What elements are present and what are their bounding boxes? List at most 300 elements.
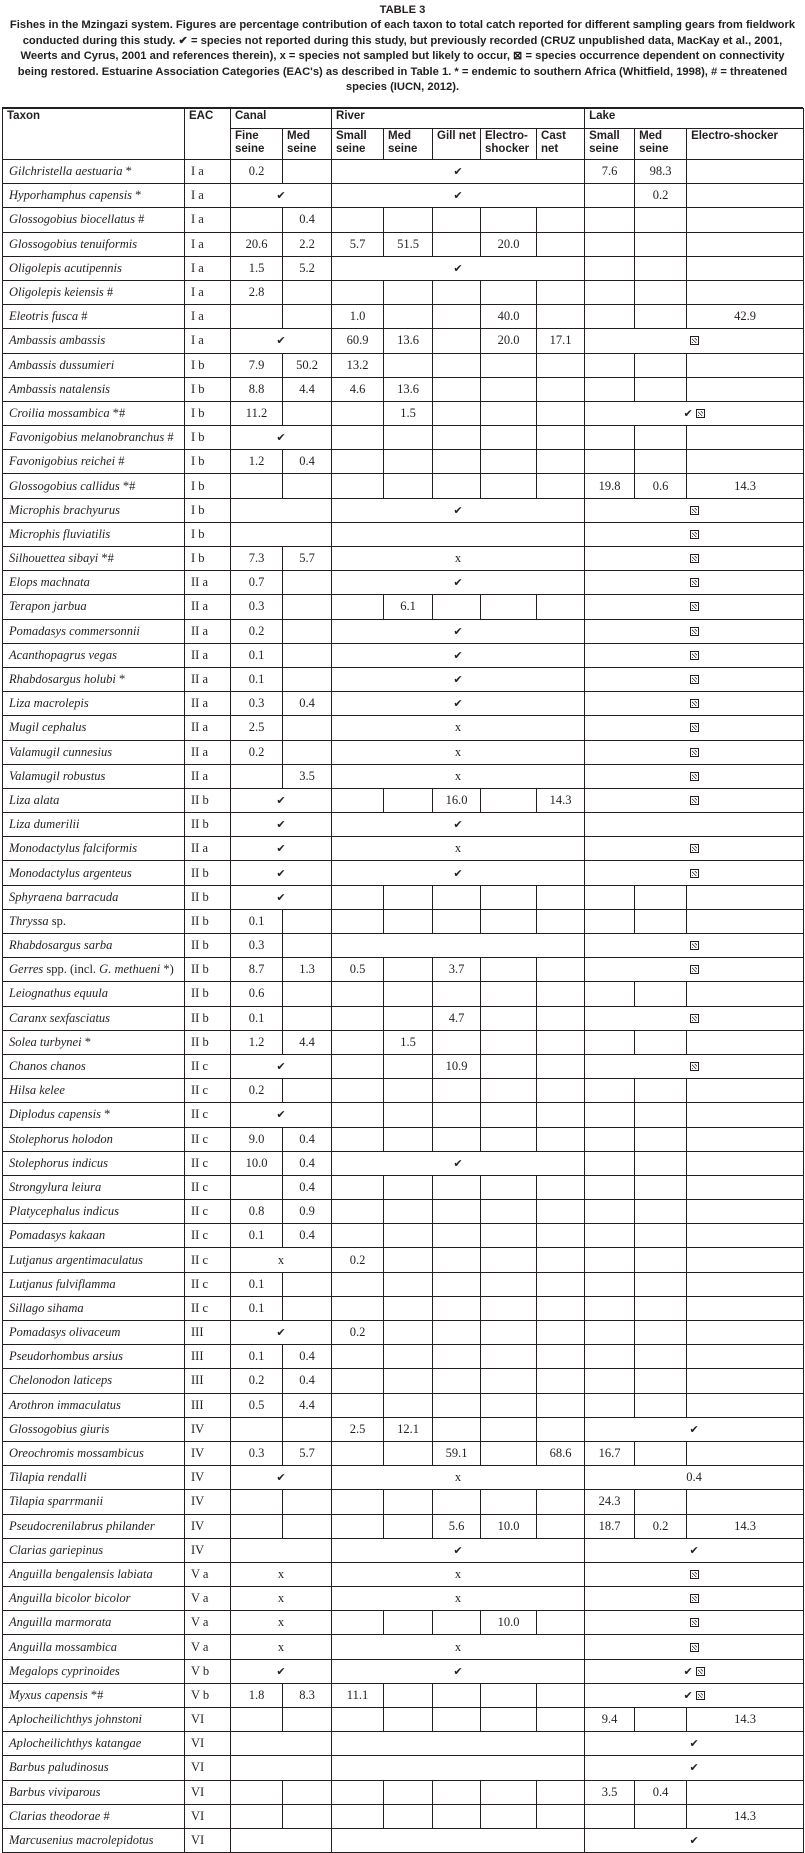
value-cell [537, 958, 585, 982]
taxon-cell [3, 595, 185, 619]
eac-cell: I a [185, 184, 231, 208]
taxon-note: * [101, 1107, 111, 1122]
value-cell [537, 1200, 585, 1224]
value-cell [585, 1127, 635, 1151]
value-cell [635, 280, 687, 304]
value-cell [481, 280, 537, 304]
table-row [3, 280, 804, 304]
taxon-name: Stolephorus indicus [9, 1155, 108, 1170]
eac-cell: II a [185, 764, 231, 788]
value-cell [384, 1514, 433, 1538]
value-cell [537, 1248, 585, 1272]
value-cell [537, 1296, 585, 1320]
value-cell [687, 1248, 804, 1272]
taxon-cell [3, 1780, 185, 1804]
value-cell: 16.0 [433, 788, 481, 812]
value-cell [537, 305, 585, 329]
eac-cell: I a [185, 232, 231, 256]
value-cell [585, 1538, 804, 1562]
value-cell: 0.3 [231, 934, 283, 958]
table-row [3, 353, 804, 377]
taxon-name: Elops machnata [9, 575, 90, 590]
value-cell [537, 377, 585, 401]
taxon-cell [3, 1079, 185, 1103]
taxon-name: Aplocheilichthys katangae [9, 1736, 142, 1751]
value-cell [481, 1200, 537, 1224]
value-cell [231, 1756, 332, 1780]
taxon-cell [3, 643, 185, 667]
table-row [3, 619, 804, 643]
value-cell [635, 256, 687, 280]
table-row [3, 329, 804, 353]
taxon-cell [3, 1635, 185, 1659]
value-cell: 19.8 [585, 474, 635, 498]
taxon-note: * [81, 1034, 91, 1049]
value-cell [635, 1030, 687, 1054]
taxon-cell [3, 184, 185, 208]
eac-cell: II a [185, 692, 231, 716]
value-cell [481, 958, 537, 982]
table-row [3, 256, 804, 280]
taxon-cell [3, 1127, 185, 1151]
eac-cell: VI [185, 1732, 231, 1756]
value-cell [332, 1756, 585, 1780]
value-cell [332, 571, 585, 595]
value-cell: 42.9 [687, 305, 804, 329]
value-cell [585, 595, 804, 619]
value-cell [384, 1780, 433, 1804]
value-cell: 8.3 [283, 1683, 332, 1707]
value-cell: 68.6 [537, 1441, 585, 1465]
check-icon: ✔ [683, 1664, 693, 1678]
connectivity-box-icon [690, 578, 699, 587]
taxon-name: Liza macrolepis [9, 696, 89, 711]
value-cell [283, 1708, 332, 1732]
value-cell [231, 329, 332, 353]
taxon-cell [3, 1054, 185, 1078]
eac-cell: II a [185, 740, 231, 764]
taxon-cell [3, 1804, 185, 1828]
value-cell [332, 1272, 384, 1296]
value-cell: 0.2 [231, 160, 283, 184]
taxon-cell [3, 619, 185, 643]
value-cell [283, 474, 332, 498]
value-cell [537, 1514, 585, 1538]
value-cell [283, 1417, 332, 1441]
value-cell [481, 1272, 537, 1296]
value-cell [481, 1321, 537, 1345]
taxon-cell [3, 1175, 185, 1199]
value-cell: 2.5 [231, 716, 283, 740]
value-cell [585, 1417, 804, 1441]
value-cell [687, 1200, 804, 1224]
value-cell: 5.7 [283, 1441, 332, 1465]
value-cell [332, 426, 384, 450]
taxon-cell [3, 1103, 185, 1127]
check-icon: ✔ [453, 1156, 463, 1170]
value-cell [433, 1393, 481, 1417]
table-row [3, 377, 804, 401]
table-row [3, 837, 804, 861]
header-col: Fine seine [231, 129, 283, 160]
value-cell: 8.8 [231, 377, 283, 401]
taxon-name: Favonigobius melanobranchus [9, 430, 165, 445]
value-cell [635, 450, 687, 474]
value-cell [481, 1683, 537, 1707]
taxon-name: Anguilla mossambica [9, 1639, 117, 1654]
taxon-cell [3, 909, 185, 933]
value-cell [481, 1708, 537, 1732]
value-cell [283, 595, 332, 619]
value-cell [687, 1103, 804, 1127]
connectivity-box-icon [690, 554, 699, 563]
table-row [3, 958, 804, 982]
check-icon: ✔ [276, 842, 286, 856]
value-cell [585, 1562, 804, 1586]
taxon-cell [3, 353, 185, 377]
value-cell: 10.0 [231, 1151, 283, 1175]
value-cell: 0.4 [283, 1151, 332, 1175]
value-cell [481, 1103, 537, 1127]
table-row [3, 426, 804, 450]
taxon-name: Valamugil robustus [9, 768, 106, 783]
value-cell [332, 208, 384, 232]
value-cell: 18.7 [585, 1514, 635, 1538]
value-cell: 14.3 [687, 1514, 804, 1538]
value-cell [537, 208, 585, 232]
value-cell [687, 208, 804, 232]
value-cell [585, 643, 804, 667]
value-cell [384, 1103, 433, 1127]
value-cell [283, 280, 332, 304]
taxon-cell [3, 1659, 185, 1683]
taxon-name: Mugil cephalus [9, 720, 87, 735]
table-row [3, 1756, 804, 1780]
value-cell [231, 474, 283, 498]
value-cell: 20.0 [481, 329, 537, 353]
taxon-cell [3, 885, 185, 909]
table-row [3, 1151, 804, 1175]
table-row [3, 1200, 804, 1224]
table-row [3, 160, 804, 184]
value-cell [537, 1369, 585, 1393]
taxon-cell [3, 1224, 185, 1248]
value-cell [585, 450, 635, 474]
value-cell [585, 1054, 804, 1078]
table-row [3, 1127, 804, 1151]
value-cell [283, 1079, 332, 1103]
table-row [3, 813, 804, 837]
value-cell: 59.1 [433, 1441, 481, 1465]
taxon-cell [3, 1272, 185, 1296]
check-icon: ✔ [276, 890, 286, 904]
value-cell [231, 1828, 332, 1852]
value-cell [231, 184, 332, 208]
value-cell [332, 909, 384, 933]
value-cell [332, 885, 384, 909]
value-cell [231, 764, 283, 788]
value-cell [332, 1103, 384, 1127]
taxon-name: Strongylura leiura [9, 1179, 102, 1194]
taxon-cell [3, 1683, 185, 1707]
connectivity-box-icon [696, 1667, 705, 1676]
taxon-note: # [115, 454, 125, 469]
value-cell [332, 160, 585, 184]
value-cell [433, 1103, 481, 1127]
eac-cell: I b [185, 522, 231, 546]
taxon-cell [3, 667, 185, 691]
value-cell: 5.7 [332, 232, 384, 256]
eac-cell: II c [185, 1079, 231, 1103]
connectivity-box-icon [690, 1643, 699, 1652]
value-cell [585, 571, 804, 595]
value-cell [332, 643, 585, 667]
header-group-lake: Lake [585, 109, 804, 129]
value-cell [433, 450, 481, 474]
eac-cell: V b [185, 1683, 231, 1707]
value-cell [635, 353, 687, 377]
taxon-name: Arothron immaculatus [9, 1397, 121, 1412]
value-cell [283, 571, 332, 595]
eac-cell: I b [185, 353, 231, 377]
value-cell: 0.1 [231, 909, 283, 933]
eac-cell: IV [185, 1466, 231, 1490]
header-col: Electro-shocker [687, 129, 804, 160]
value-cell [537, 1708, 585, 1732]
eac-cell: II c [185, 1175, 231, 1199]
value-cell [332, 692, 585, 716]
taxon-cell [3, 934, 185, 958]
value-cell: 9.4 [585, 1708, 635, 1732]
eac-cell: IV [185, 1441, 231, 1465]
value-cell [687, 184, 804, 208]
value-cell [635, 208, 687, 232]
value-cell [384, 353, 433, 377]
taxon-note-species: G. methueni [99, 962, 161, 977]
connectivity-box-icon [690, 1618, 699, 1627]
taxon-name: Pomadasys olivaceum [9, 1325, 121, 1340]
check-icon: ✔ [276, 1664, 286, 1678]
taxon-name: Clarias theodorae [9, 1808, 101, 1823]
value-cell: 14.3 [687, 1804, 804, 1828]
value-cell [332, 1514, 384, 1538]
eac-cell: II b [185, 885, 231, 909]
value-cell [283, 1272, 332, 1296]
value-cell: x [231, 1562, 332, 1586]
value-cell: 0.5 [332, 958, 384, 982]
value-cell [635, 1393, 687, 1417]
value-cell [433, 232, 481, 256]
taxon-name: Barbus viviparous [9, 1784, 101, 1799]
taxon-name: Valamugil cunnesius [9, 744, 113, 759]
value-cell [433, 1079, 481, 1103]
value-cell [537, 1683, 585, 1707]
value-cell: x [231, 1611, 332, 1635]
value-cell: 8.7 [231, 958, 283, 982]
taxon-name: Pseudorhombus arsius [9, 1349, 124, 1364]
header-taxon: Taxon [3, 109, 185, 160]
value-cell [481, 208, 537, 232]
value-cell [585, 958, 804, 982]
header-col: Gill net [433, 129, 481, 160]
eac-cell: II a [185, 643, 231, 667]
value-cell [481, 1780, 537, 1804]
taxon-name: Platycephalus indicus [9, 1204, 120, 1219]
value-cell [231, 1804, 283, 1828]
table-row [3, 1417, 804, 1441]
value-cell: 50.2 [283, 353, 332, 377]
value-cell [481, 1296, 537, 1320]
taxon-note: # [135, 212, 145, 227]
value-cell [635, 1103, 687, 1127]
value-cell [332, 667, 585, 691]
check-icon: ✔ [453, 1543, 463, 1557]
value-cell [332, 1079, 384, 1103]
eac-cell: IV [185, 1490, 231, 1514]
value-cell [635, 885, 687, 909]
value-cell [384, 1296, 433, 1320]
value-cell [283, 305, 332, 329]
value-cell [635, 1490, 687, 1514]
value-cell: 3.5 [283, 764, 332, 788]
taxon-name: Rhabdosargus sarba [9, 938, 113, 953]
value-cell [332, 619, 585, 643]
check-icon: ✔ [689, 1543, 699, 1557]
value-cell [585, 982, 635, 1006]
value-cell [585, 1804, 635, 1828]
value-cell [481, 377, 537, 401]
value-cell [585, 1828, 804, 1852]
taxon-name: Sphyraena barracuda [9, 889, 119, 904]
value-cell: 4.4 [283, 377, 332, 401]
value-cell [433, 1175, 481, 1199]
value-cell: 51.5 [384, 232, 433, 256]
eac-cell: II b [185, 861, 231, 885]
taxon-name: Solea turbynei [9, 1034, 82, 1049]
connectivity-box-icon [690, 772, 699, 781]
value-cell [687, 1030, 804, 1054]
value-cell [384, 958, 433, 982]
value-cell [433, 401, 481, 425]
table-row [3, 692, 804, 716]
value-cell [384, 1345, 433, 1369]
value-cell: 4.4 [283, 1030, 332, 1054]
value-cell [231, 788, 332, 812]
value-cell [635, 1321, 687, 1345]
value-cell [231, 498, 332, 522]
connectivity-box-icon [696, 1691, 705, 1700]
table-row [3, 1708, 804, 1732]
value-cell: 2.2 [283, 232, 332, 256]
table-row [3, 1587, 804, 1611]
value-cell [283, 643, 332, 667]
value-cell [537, 1006, 585, 1030]
value-cell [585, 1200, 635, 1224]
taxon-cell [3, 256, 185, 280]
taxon-name: Megalops cyprinoides [9, 1663, 120, 1678]
value-cell: 0.2 [231, 619, 283, 643]
table-row [3, 1635, 804, 1659]
value-cell: 20.0 [481, 232, 537, 256]
value-cell: 3.5 [585, 1780, 635, 1804]
value-cell [433, 1224, 481, 1248]
header-col: Small seine [585, 129, 635, 160]
value-cell [332, 1538, 585, 1562]
table-caption-text: Fishes in the Mzingazi system. Figures are percentage contribution of each taxon to total catch reported for different sampling gears from fieldwork conducted during this study. ✔ = species not reported during this study, but previously recorded (CRUZ unpublished data, MacKay et al., 2001, Weerts and Cyrus, 2001 and references therein), x = species not sampled but likely to occur, ⊠ = species occurrence dependent on connectivity being restored. Estuarine Association Categories (EAC's) as described in Table 1. * = endemic to southern Africa (Whitfield, 1998), # = threatened species (IUCN, 2012). [9, 19, 796, 94]
value-cell: x [332, 1587, 585, 1611]
value-cell [481, 1345, 537, 1369]
value-cell [481, 1054, 537, 1078]
taxon-note: # [164, 430, 174, 445]
value-cell [231, 861, 332, 885]
value-cell [283, 1780, 332, 1804]
value-cell [687, 1369, 804, 1393]
value-cell [585, 837, 804, 861]
table-row [3, 1611, 804, 1635]
header-col: Med seine [283, 129, 332, 160]
value-cell [332, 1127, 384, 1151]
value-cell [433, 1780, 481, 1804]
value-cell [687, 1151, 804, 1175]
value-cell: 0.4 [283, 1127, 332, 1151]
value-cell [687, 1127, 804, 1151]
table-row [3, 208, 804, 232]
value-cell [537, 1393, 585, 1417]
value-cell [283, 909, 332, 933]
eac-cell: II c [185, 1103, 231, 1127]
value-cell: x [332, 837, 585, 861]
table-row [3, 547, 804, 571]
value-cell [585, 813, 804, 837]
value-cell [332, 1030, 384, 1054]
value-cell [687, 909, 804, 933]
value-cell [283, 1804, 332, 1828]
value-cell: 0.4 [585, 1466, 804, 1490]
value-cell [537, 1224, 585, 1248]
check-icon: ✔ [683, 406, 693, 420]
table-row [3, 450, 804, 474]
check-icon: ✔ [683, 1688, 693, 1702]
value-cell [332, 1175, 384, 1199]
value-cell [433, 1296, 481, 1320]
value-cell [384, 426, 433, 450]
value-cell [687, 450, 804, 474]
connectivity-box-icon [690, 1594, 699, 1603]
taxon-cell [3, 280, 185, 304]
table-row [3, 1224, 804, 1248]
value-cell: 0.1 [231, 1006, 283, 1030]
value-cell [332, 474, 384, 498]
value-cell [481, 1369, 537, 1393]
taxon-note: # [100, 1808, 110, 1823]
taxon-name: Anguilla bengalensis labiata [9, 1566, 153, 1581]
taxon-name: Caranx sexfasciatus [9, 1010, 111, 1025]
table-caption [2, 0, 803, 108]
value-cell [635, 1151, 687, 1175]
value-cell [384, 1683, 433, 1707]
taxon-cell [3, 958, 185, 982]
connectivity-box-icon [690, 965, 699, 974]
value-cell: 10.9 [433, 1054, 481, 1078]
value-cell [687, 1224, 804, 1248]
value-cell [231, 1175, 283, 1199]
check-icon: ✔ [276, 431, 286, 445]
taxon-cell [3, 1611, 185, 1635]
value-cell [585, 522, 804, 546]
value-cell [231, 1321, 332, 1345]
eac-cell: VI [185, 1756, 231, 1780]
check-icon: ✔ [276, 818, 286, 832]
